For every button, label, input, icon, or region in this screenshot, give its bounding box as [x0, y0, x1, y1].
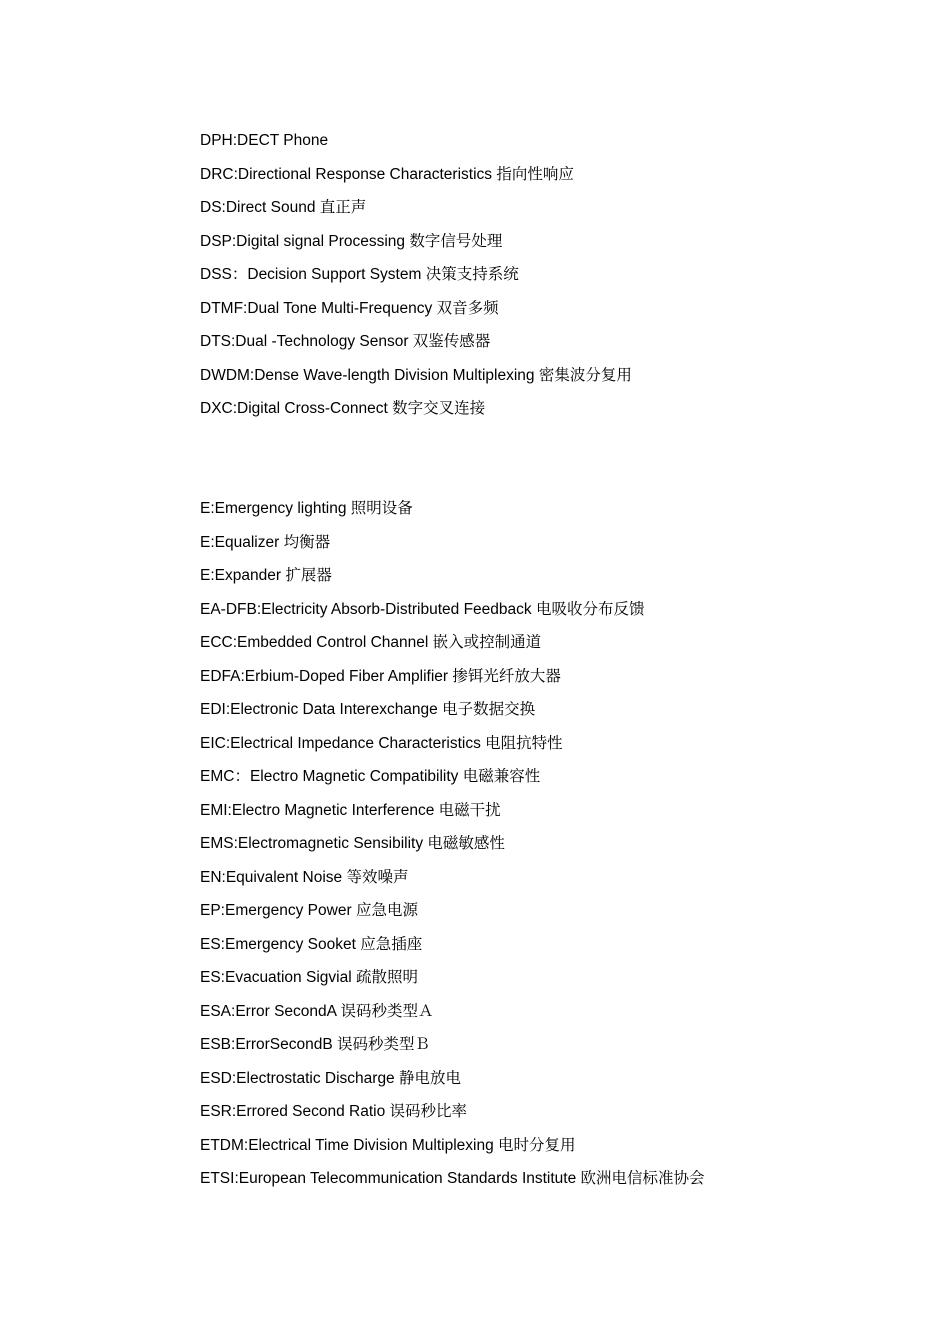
glossary-entry [200, 563, 900, 597]
glossary-entry [200, 965, 900, 999]
entry-term: ESA:Error SecondA [200, 1002, 341, 1020]
entry-term: DXC:Digital Cross-Connect [200, 400, 393, 417]
glossary-entry [200, 597, 900, 631]
glossary-section-d [200, 128, 900, 430]
entry-translation: 应急插座 [360, 934, 423, 953]
glossary-entry [200, 1166, 900, 1200]
entry-term: EMS:Electromagnetic Sensibility [200, 835, 428, 852]
entry-translation: 双音多频 [436, 298, 499, 317]
entry-translation: 密集波分复用 [538, 365, 632, 384]
glossary-entry [200, 764, 900, 798]
entry-term: ESB:ErrorSecondB [200, 1036, 337, 1053]
glossary-entry [200, 798, 900, 832]
entry-translation: 数字信号处理 [409, 231, 503, 250]
entry-translation: 静电放电 [399, 1068, 462, 1087]
entry-term: EMC：Electro Magnetic Compatibility [200, 768, 463, 785]
glossary-entry [200, 162, 900, 196]
entry-translation: 掺铒光纤放大器 [452, 666, 561, 685]
entry-translation: 双鉴传感器 [412, 332, 491, 350]
glossary-entry [200, 865, 900, 899]
entry-translation: 误码秒类型Ａ [340, 1001, 434, 1020]
entry-translation: 电磁兼容性 [462, 767, 541, 785]
glossary-entry [200, 630, 900, 664]
glossary-entry [200, 496, 900, 530]
entry-term: EA-DFB:Electricity Absorb-Distributed Feedback [200, 600, 536, 618]
entry-term: EDI:Electronic Data Interexchange [200, 701, 443, 718]
entry-term: E:Equalizer [200, 533, 284, 551]
glossary-entry [200, 898, 900, 932]
glossary-entry [200, 1066, 900, 1100]
entry-translation: 扩展器 [285, 566, 332, 584]
glossary-entry [200, 262, 900, 296]
entry-term: ESR:Errored Second Ratio [200, 1103, 390, 1120]
entry-translation: 等效噪声 [346, 867, 409, 886]
entry-term: EMI:Electro Magnetic Interference [200, 801, 439, 819]
entry-translation: 电磁敏感性 [427, 834, 505, 852]
entry-term: ECC:Embedded Control Channel [200, 634, 433, 651]
entry-translation: 决策支持系统 [425, 265, 519, 283]
entry-translation: 嵌入或控制通道 [432, 633, 542, 651]
entry-term: ETDM:Electrical Time Division Multiplexing [200, 1136, 499, 1154]
entry-translation: 误码秒比率 [389, 1102, 468, 1120]
entry-translation: 均衡器 [283, 532, 331, 551]
entry-term: ESD:Electrostatic Discharge [200, 1069, 399, 1087]
entry-term: DPH:DECT Phone [200, 132, 329, 149]
entry-term: EIC:Electrical Impedance Characteristics [200, 734, 486, 752]
entry-term: ES:Emergency Sooket [200, 935, 361, 953]
entry-translation: 电子数据交换 [442, 700, 536, 718]
entry-translation: 直正声 [319, 198, 367, 216]
entry-translation: 欧洲电信标准协会 [580, 1169, 705, 1187]
entry-translation: 电阻抗特性 [485, 733, 563, 752]
entry-term: E:Expander [200, 567, 286, 584]
glossary-entry [200, 932, 900, 966]
glossary-entry [200, 1032, 900, 1066]
glossary-entry [200, 1133, 900, 1167]
entry-term: ETSI:European Telecommunication Standards Institute [200, 1170, 581, 1187]
glossary-entry [200, 1099, 900, 1133]
glossary-entry [200, 396, 900, 430]
entry-term: DTMF:Dual Tone Multi-Frequency [200, 299, 437, 317]
glossary-section-e [200, 496, 900, 1200]
entry-term: DS:Direct Sound [200, 199, 320, 216]
glossary-entry [200, 195, 900, 229]
entry-term: EN:Equivalent Noise [200, 868, 347, 886]
entry-term: DTS:Dual -Technology Sensor [200, 333, 413, 350]
entry-term: DRC:Directional Response Characteristics [200, 165, 497, 183]
entry-term: DWDM:Dense Wave-length Division Multiplexing [200, 366, 539, 384]
glossary-entry [200, 363, 900, 397]
glossary-entry [200, 296, 900, 330]
entry-translation: 照明设备 [350, 499, 413, 517]
entry-translation: 疏散照明 [355, 968, 418, 986]
entry-translation: 数字交叉连接 [392, 399, 486, 417]
entry-translation: 误码秒类型Ｂ [336, 1035, 430, 1053]
glossary-entry [200, 731, 900, 765]
entry-term: EP:Emergency Power [200, 902, 356, 919]
glossary-entry [200, 831, 900, 865]
entry-term: E:Emergency lighting [200, 500, 351, 517]
glossary-entry [200, 229, 900, 263]
glossary-entry [200, 128, 900, 162]
entry-term: EDFA:Erbium-Doped Fiber Amplifier [200, 667, 453, 685]
glossary-entry [200, 999, 900, 1033]
glossary-entry [200, 697, 900, 731]
entry-translation: 指向性响应 [496, 164, 574, 183]
entry-term: ES:Evacuation Sigvial [200, 969, 356, 986]
entry-term: DSP:Digital signal Processing [200, 232, 410, 250]
glossary-entry [200, 329, 900, 363]
entry-translation: 应急电源 [355, 901, 418, 919]
entry-translation: 电磁干扰 [438, 800, 501, 819]
entry-translation: 电时分复用 [498, 1135, 576, 1154]
entry-translation: 电吸收分布反馈 [535, 599, 645, 618]
glossary-entry [200, 664, 900, 698]
glossary-entry [200, 530, 900, 564]
entry-term: DSS：Decision Support System [200, 266, 426, 283]
